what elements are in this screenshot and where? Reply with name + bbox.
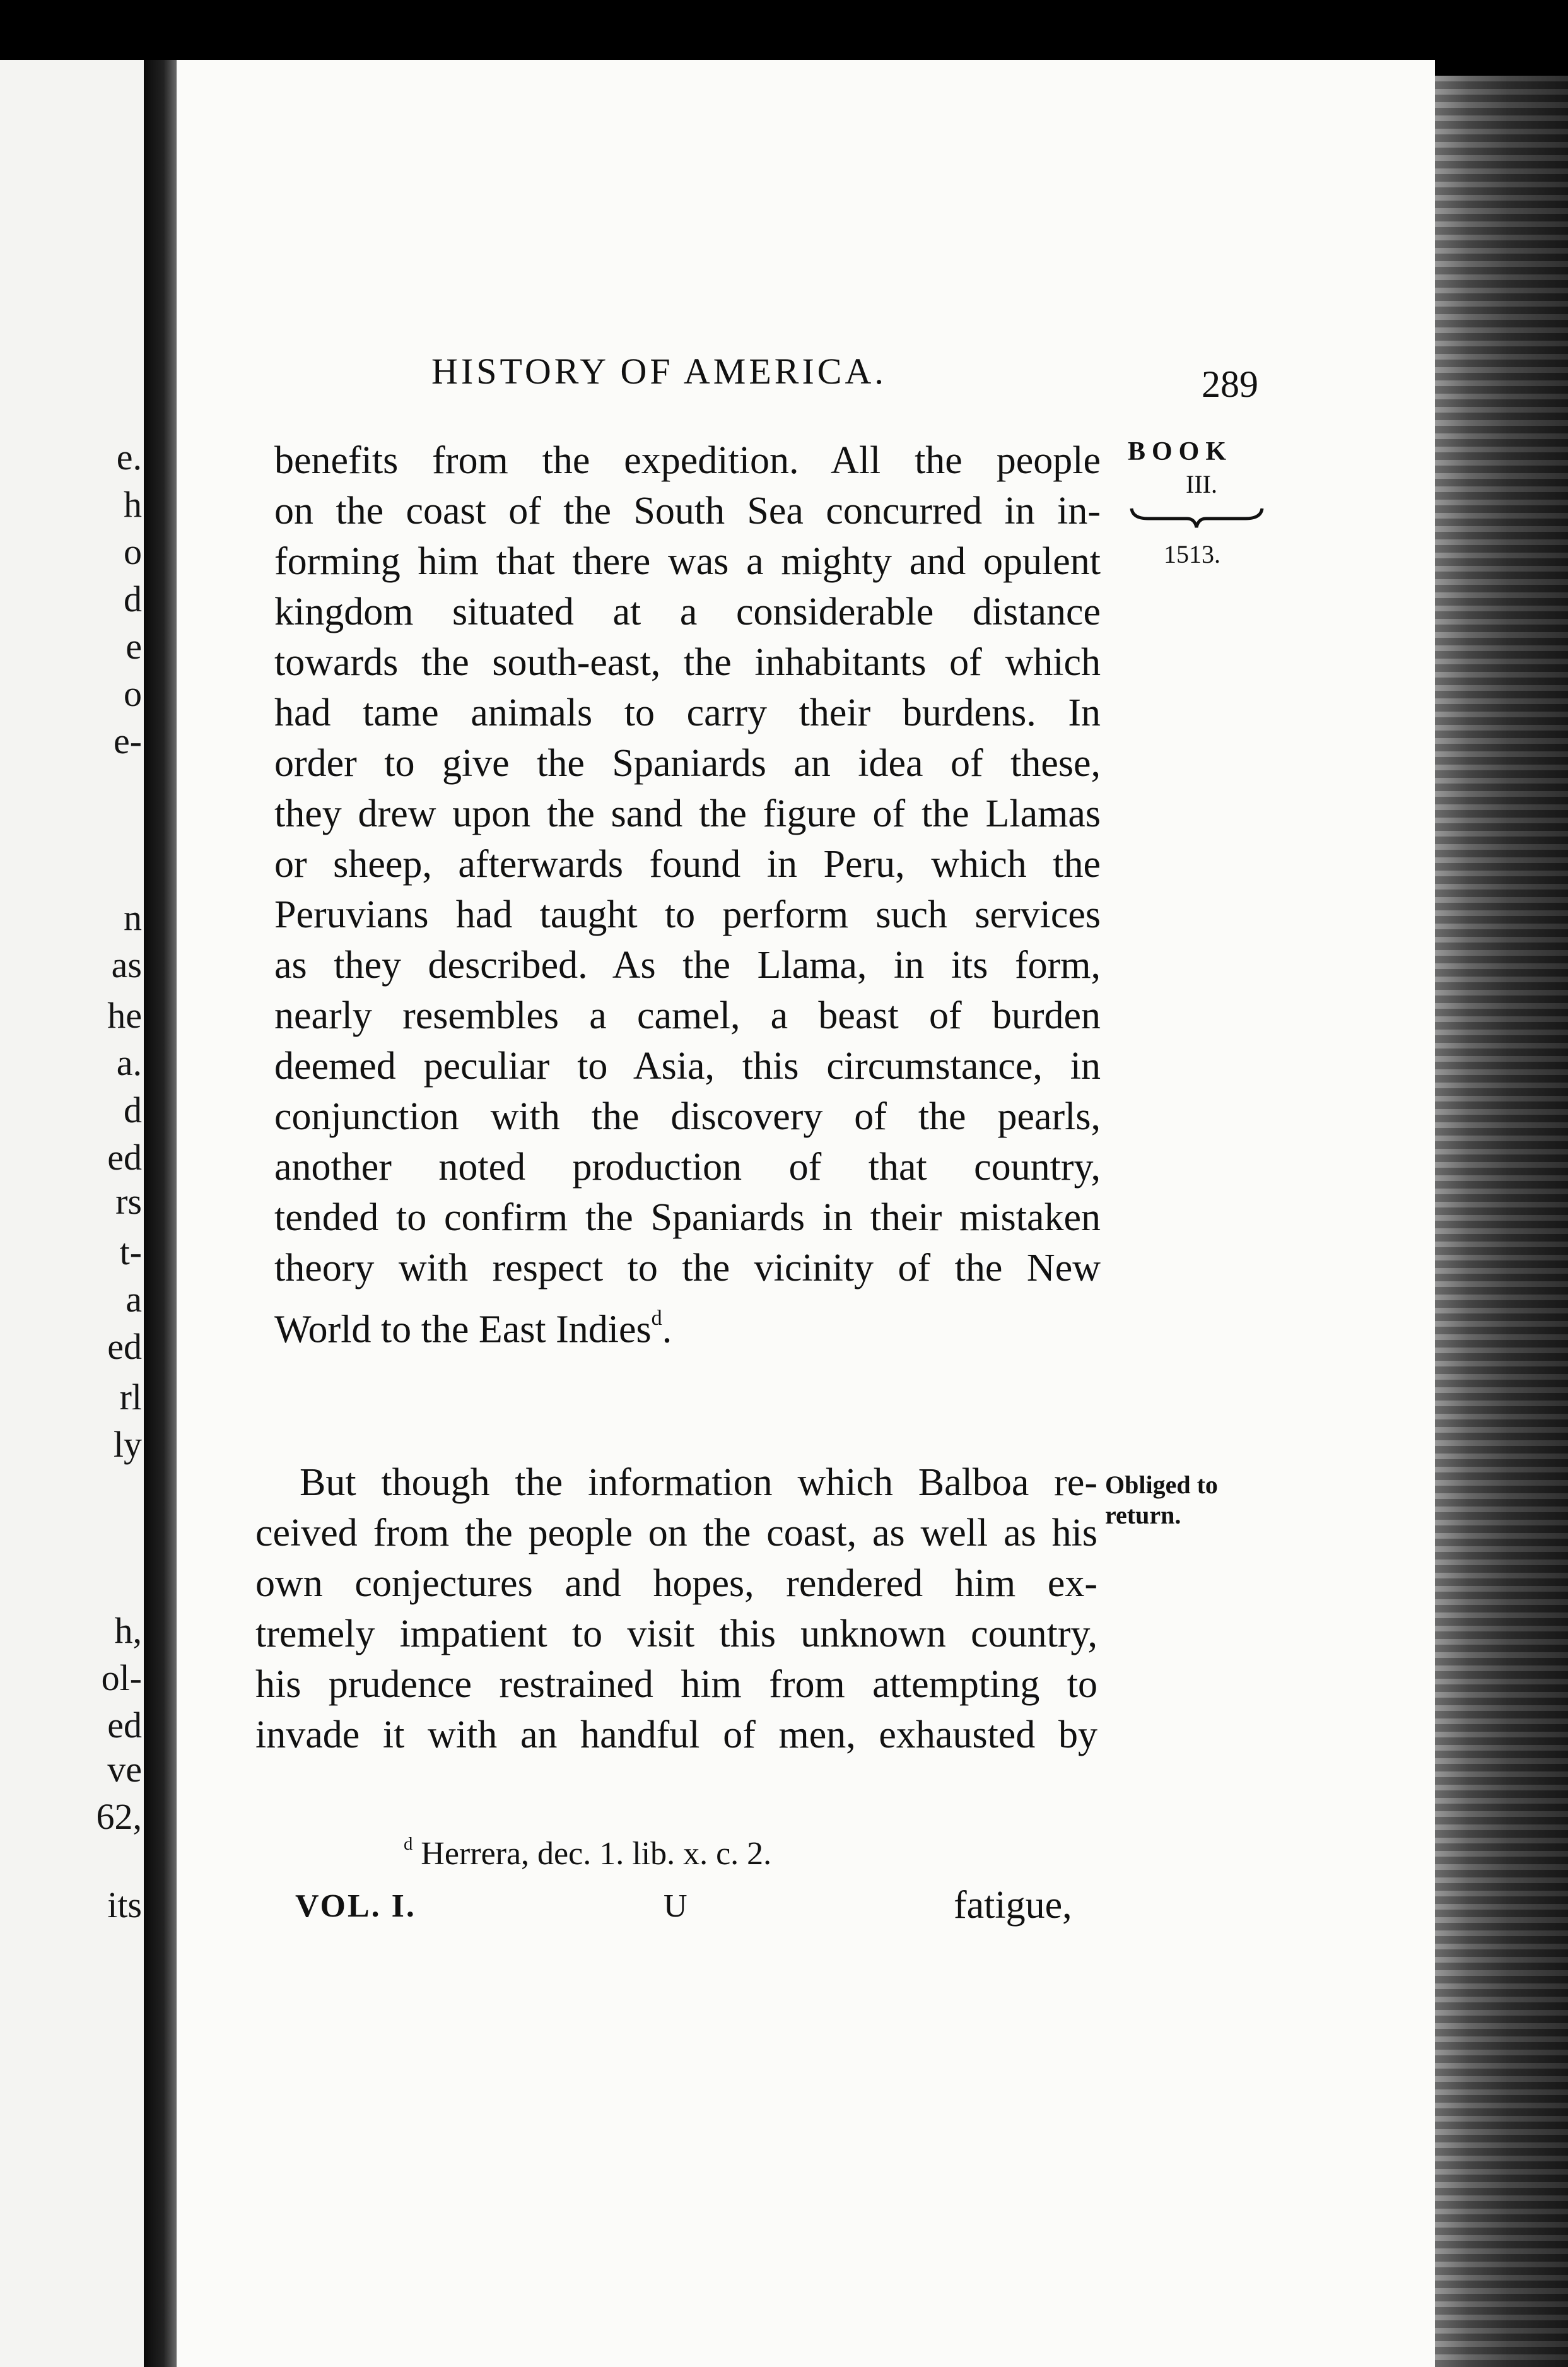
text-line: towards the south-east, the inhabitants of which: [274, 641, 1101, 684]
facing-page-line: rs: [115, 1181, 142, 1222]
book-gutter: [144, 60, 177, 2367]
text-line: they drew upon the sand the figure of the Llamas: [274, 792, 1101, 835]
facing-page-line: rl: [119, 1377, 142, 1418]
page-number: 289: [1202, 363, 1258, 405]
footnote-text: Herrera, dec. 1. lib. x. c. 2.: [421, 1835, 772, 1872]
facing-page-line: ol-: [101, 1657, 142, 1698]
text-line: order to give the Spaniards an idea of these,: [274, 742, 1101, 785]
footnote-marker: d: [404, 1835, 413, 1854]
signature-mark: U: [664, 1888, 687, 1924]
text-line: forming him that there was a mighty and opulent: [274, 540, 1101, 583]
text-line: on the coast of the South Sea concurred in in-: [274, 490, 1101, 532]
side-note: [1105, 1470, 1218, 1530]
text-line: ceived from the people on the coast, as well as his: [255, 1512, 1097, 1554]
text-line: invade it with an handful of men, exhausted by: [255, 1713, 1097, 1756]
facing-page-line: d: [124, 579, 142, 620]
facing-page-line: its: [107, 1884, 142, 1925]
facing-page-line: n: [124, 897, 142, 938]
facing-page-line: ed: [107, 1326, 142, 1367]
facing-page-line: o: [124, 673, 142, 714]
facing-page-line: as: [111, 944, 142, 985]
facing-page-line: t-: [119, 1231, 142, 1272]
margin-year: 1513.: [1164, 540, 1220, 568]
text-line: World to the East Indies$^d$.: [274, 1307, 672, 1351]
footnote-reference: d: [651, 1307, 662, 1330]
text-line: But though the information which Balboa re-: [300, 1461, 1097, 1504]
facing-page-line: e.: [116, 437, 142, 478]
text-line: another noted production of that country,: [274, 1146, 1101, 1189]
margin-book-label: BOOK: [1128, 437, 1233, 466]
margin-book-number: III.: [1186, 470, 1217, 498]
text-line: or sheep, afterwards found in Peru, which the: [274, 843, 1101, 886]
facing-page-line: a.: [116, 1042, 142, 1083]
facing-page-line: e-: [113, 720, 142, 761]
facing-page-line: ly: [113, 1424, 142, 1465]
text-line: Peruvians had taught to perform such services: [274, 893, 1101, 936]
text-line: his prudence restrained him from attempting to: [255, 1663, 1097, 1706]
facing-page-line: h: [124, 484, 142, 525]
text-line: had tame animals to carry their burdens. In: [274, 691, 1101, 734]
text-line: deemed peculiar to Asia, this circumstance, in: [274, 1045, 1101, 1088]
footnote: [404, 1835, 771, 1872]
facing-page-line: ed: [107, 1705, 142, 1746]
text-line: own conjectures and hopes, rendered him ex-: [255, 1562, 1097, 1605]
text-line: kingdom situated at a considerable distance: [274, 590, 1101, 633]
text-line: nearly resembles a camel, a beast of burden: [274, 994, 1101, 1037]
facing-page-line: he: [107, 995, 142, 1036]
facing-page-line: e: [126, 626, 142, 667]
text-line: conjunction with the discovery of the pearls,: [274, 1095, 1101, 1138]
side-note-line-2: return.: [1105, 1501, 1181, 1529]
facing-page-line: d: [124, 1090, 142, 1131]
brace-icon: [1129, 505, 1265, 530]
page-edge: [1435, 76, 1568, 2367]
text-line: tremely impatient to visit this unknown country,: [255, 1612, 1097, 1655]
facing-page-line: 62,: [96, 1796, 142, 1837]
side-note-line-1: Obliged to: [1105, 1471, 1218, 1499]
text-line: theory with respect to the vicinity of the New: [274, 1247, 1101, 1289]
facing-page-line: ed: [107, 1137, 142, 1178]
facing-page-line: ve: [107, 1749, 142, 1790]
facing-page-line: h,: [114, 1610, 142, 1651]
text-line: benefits from the expedition. All the people: [274, 439, 1101, 482]
running-head: HISTORY OF AMERICA.: [431, 351, 887, 392]
facing-page-line: a: [126, 1279, 142, 1320]
text-line: tended to confirm the Spaniards in their mistaken: [274, 1196, 1101, 1239]
signature-line: VOL. I.: [295, 1888, 416, 1924]
catchword: fatigue,: [954, 1884, 1072, 1927]
facing-page-line: o: [124, 531, 142, 572]
text-line: as they described. As the Llama, in its form,: [274, 944, 1101, 987]
